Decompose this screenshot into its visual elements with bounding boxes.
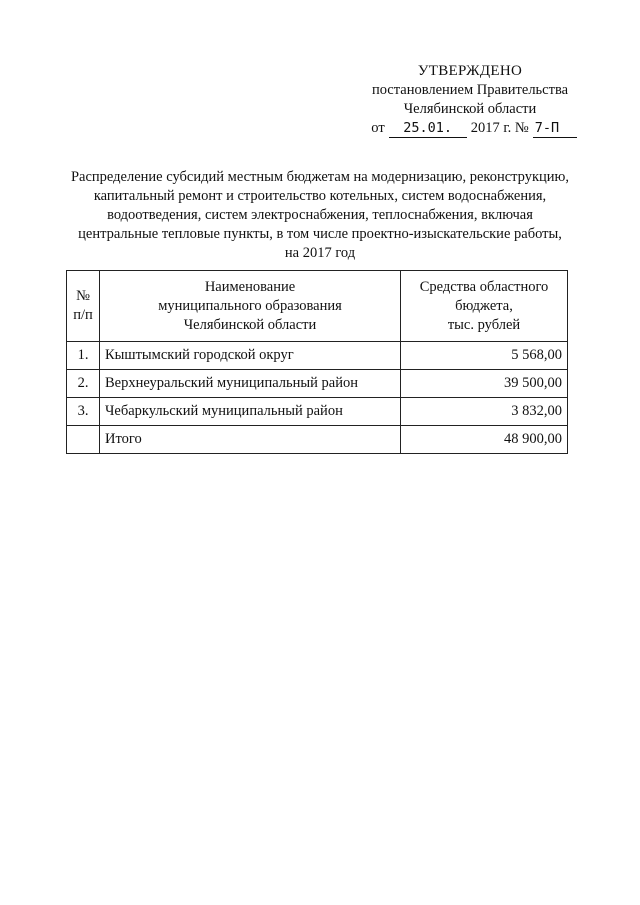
subsidies-table — [66, 270, 568, 454]
table-row — [67, 370, 568, 398]
approval-number-value: 7-П — [533, 120, 577, 138]
header-name-line-3: Челябинской области — [183, 316, 317, 333]
row-name: Кыштымский городской округ — [100, 342, 401, 370]
header-name-line-1: Наименование — [204, 278, 296, 295]
table-header-row — [67, 271, 568, 342]
total-label: Итого — [100, 426, 401, 454]
row-name: Чебаркульский муниципальный район — [100, 398, 401, 426]
row-amount: 5 568,00 — [401, 342, 568, 370]
table-row — [67, 398, 568, 426]
row-amount: 3 832,00 — [401, 398, 568, 426]
approval-title: УТВЕРЖДЕНО — [417, 63, 523, 79]
approval-year-label: 2017 г. № — [470, 120, 529, 136]
row-num: 1. — [67, 342, 100, 370]
approval-block — [352, 62, 588, 138]
approval-date-value: 25.01. — [389, 120, 467, 138]
header-amount-line-2: бюджета, — [455, 297, 513, 314]
row-amount: 39 500,00 — [401, 370, 568, 398]
approval-date-line — [360, 119, 588, 138]
document-heading: Распределение субсидий местным бюджетам на модернизацию, реконструкцию, капитальный ремонт и строительство котельных, систем водоснабжения, водоотведения, систем электроснабжения, теплоснабжения, включая центральные тепловые пункты, в том числе проектно-изыскательские работы, на 2017 год — [70, 169, 570, 261]
row-name: Верхнеуральский муниципальный район — [100, 370, 401, 398]
header-num-line-1: № — [76, 288, 90, 304]
header-amount-line-3: тыс. рублей — [447, 316, 521, 333]
header-num-line-2: п/п — [73, 307, 93, 323]
header-name-line-2: муниципального образования — [158, 297, 342, 314]
header-amount-line-1: Средства областного — [419, 278, 549, 295]
row-num: 3. — [67, 398, 100, 426]
total-num — [67, 426, 100, 454]
row-num: 2. — [67, 370, 100, 398]
total-amount: 48 900,00 — [401, 426, 568, 454]
header-amount — [401, 271, 568, 342]
approval-line-2: Челябинской области — [403, 101, 537, 117]
table-row — [67, 342, 568, 370]
header-name — [100, 271, 401, 342]
approval-from-label: от — [371, 120, 385, 136]
header-num — [67, 271, 100, 342]
approval-line-1: постановлением Правительства — [371, 82, 569, 98]
table-total-row — [67, 426, 568, 454]
